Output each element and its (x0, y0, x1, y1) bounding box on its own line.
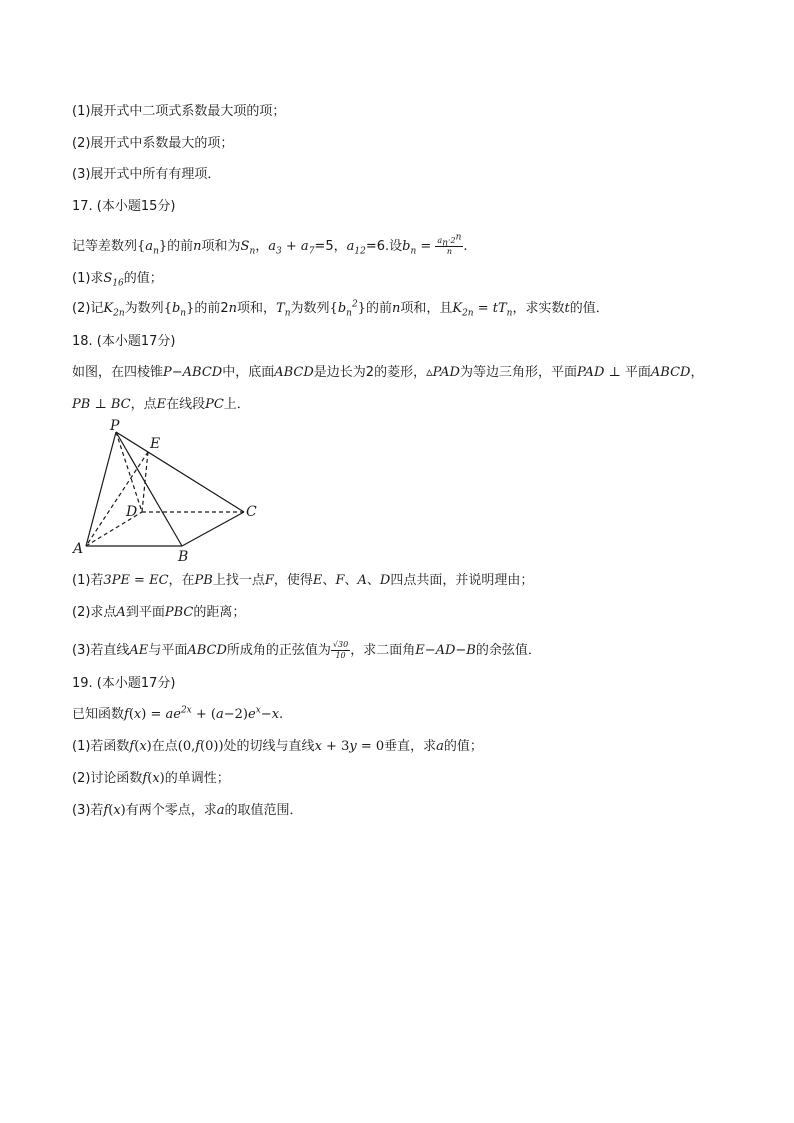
q19-header: 19. (本小题17分) (72, 676, 176, 691)
q17-part-2: (2)记$K_{2n}$为数列$\{b_n\}$的前2n项和，$T_n$为数列$\{b_n^2\}$的前n项和，且$K_{2n} = tT_n$，求实数t的值． (72, 299, 609, 319)
prev-part-2: (2)展开式中系数最大的项； (72, 136, 234, 151)
edge-PD (116, 432, 142, 512)
label-C: C (246, 504, 257, 520)
label-A: A (73, 541, 84, 557)
q17-header: 17. (本小题15分) (72, 199, 176, 214)
label-P: P (110, 418, 120, 434)
edge-BC (182, 512, 244, 546)
q19-part-3: (3)若f(x)有两个零点，求a的取值范围． (72, 803, 303, 818)
q19-stem: 已知函数$f(x) = ae^{2x} + (a-2)e^x-x$. (72, 705, 284, 722)
q19-part-2: (2)讨论函数f(x)的单调性； (72, 771, 230, 786)
q19-part-1: (1)若函数f(x)在点(0,f(0))处的切线与直线x + 3y = 0垂直，求a的值； (72, 739, 483, 754)
segment-EA (86, 452, 148, 546)
label-D: D (126, 504, 138, 520)
q18-part-2: (2)求点A到平面PBC的距离； (72, 605, 246, 620)
q18-stem-line-2: PB ⊥ BC，点E在线段PC上． (72, 397, 250, 412)
q18-header: 18. (本小题17分) (72, 334, 176, 349)
q18-part-1: (1)若3PE = EC，在PB上找一点F，使得E、F、A、D四点共面，并说明理由； (72, 573, 534, 588)
label-E: E (150, 436, 161, 452)
edge-PA (86, 432, 116, 546)
pyramid-figure (70, 416, 270, 566)
label-B: B (178, 549, 189, 565)
q18-part-3: (3)若直线AE与平面ABCD所成角的正弦值为 $\frac{√30}{10}$ ，求二面角E−AD−B的余弦值． (72, 640, 541, 660)
prev-part-1: (1)展开式中二项式系数最大项的项； (72, 104, 286, 119)
q17-stem: 记等差数列$\{a_n\}$的前n项和为$S_n$，$a_3 + a_7=5$，$a_{12}=6$.设$b_n$ = $\frac{a_n\cdot 2^n}{n}$ . (72, 232, 468, 257)
segment-ED (142, 452, 148, 512)
q17-part-1: (1)求$S_{16}$的值； (72, 271, 163, 289)
prev-part-3: (3)展开式中所有有理项． (72, 167, 221, 182)
q18-stem-line-1: 如图，在四棱锥P−ABCD中，底面ABCD是边长为2的菱形，▵PAD为等边三角形，平面PAD ⊥ 平面ABCD， (72, 365, 704, 380)
edge-PB (116, 432, 182, 546)
